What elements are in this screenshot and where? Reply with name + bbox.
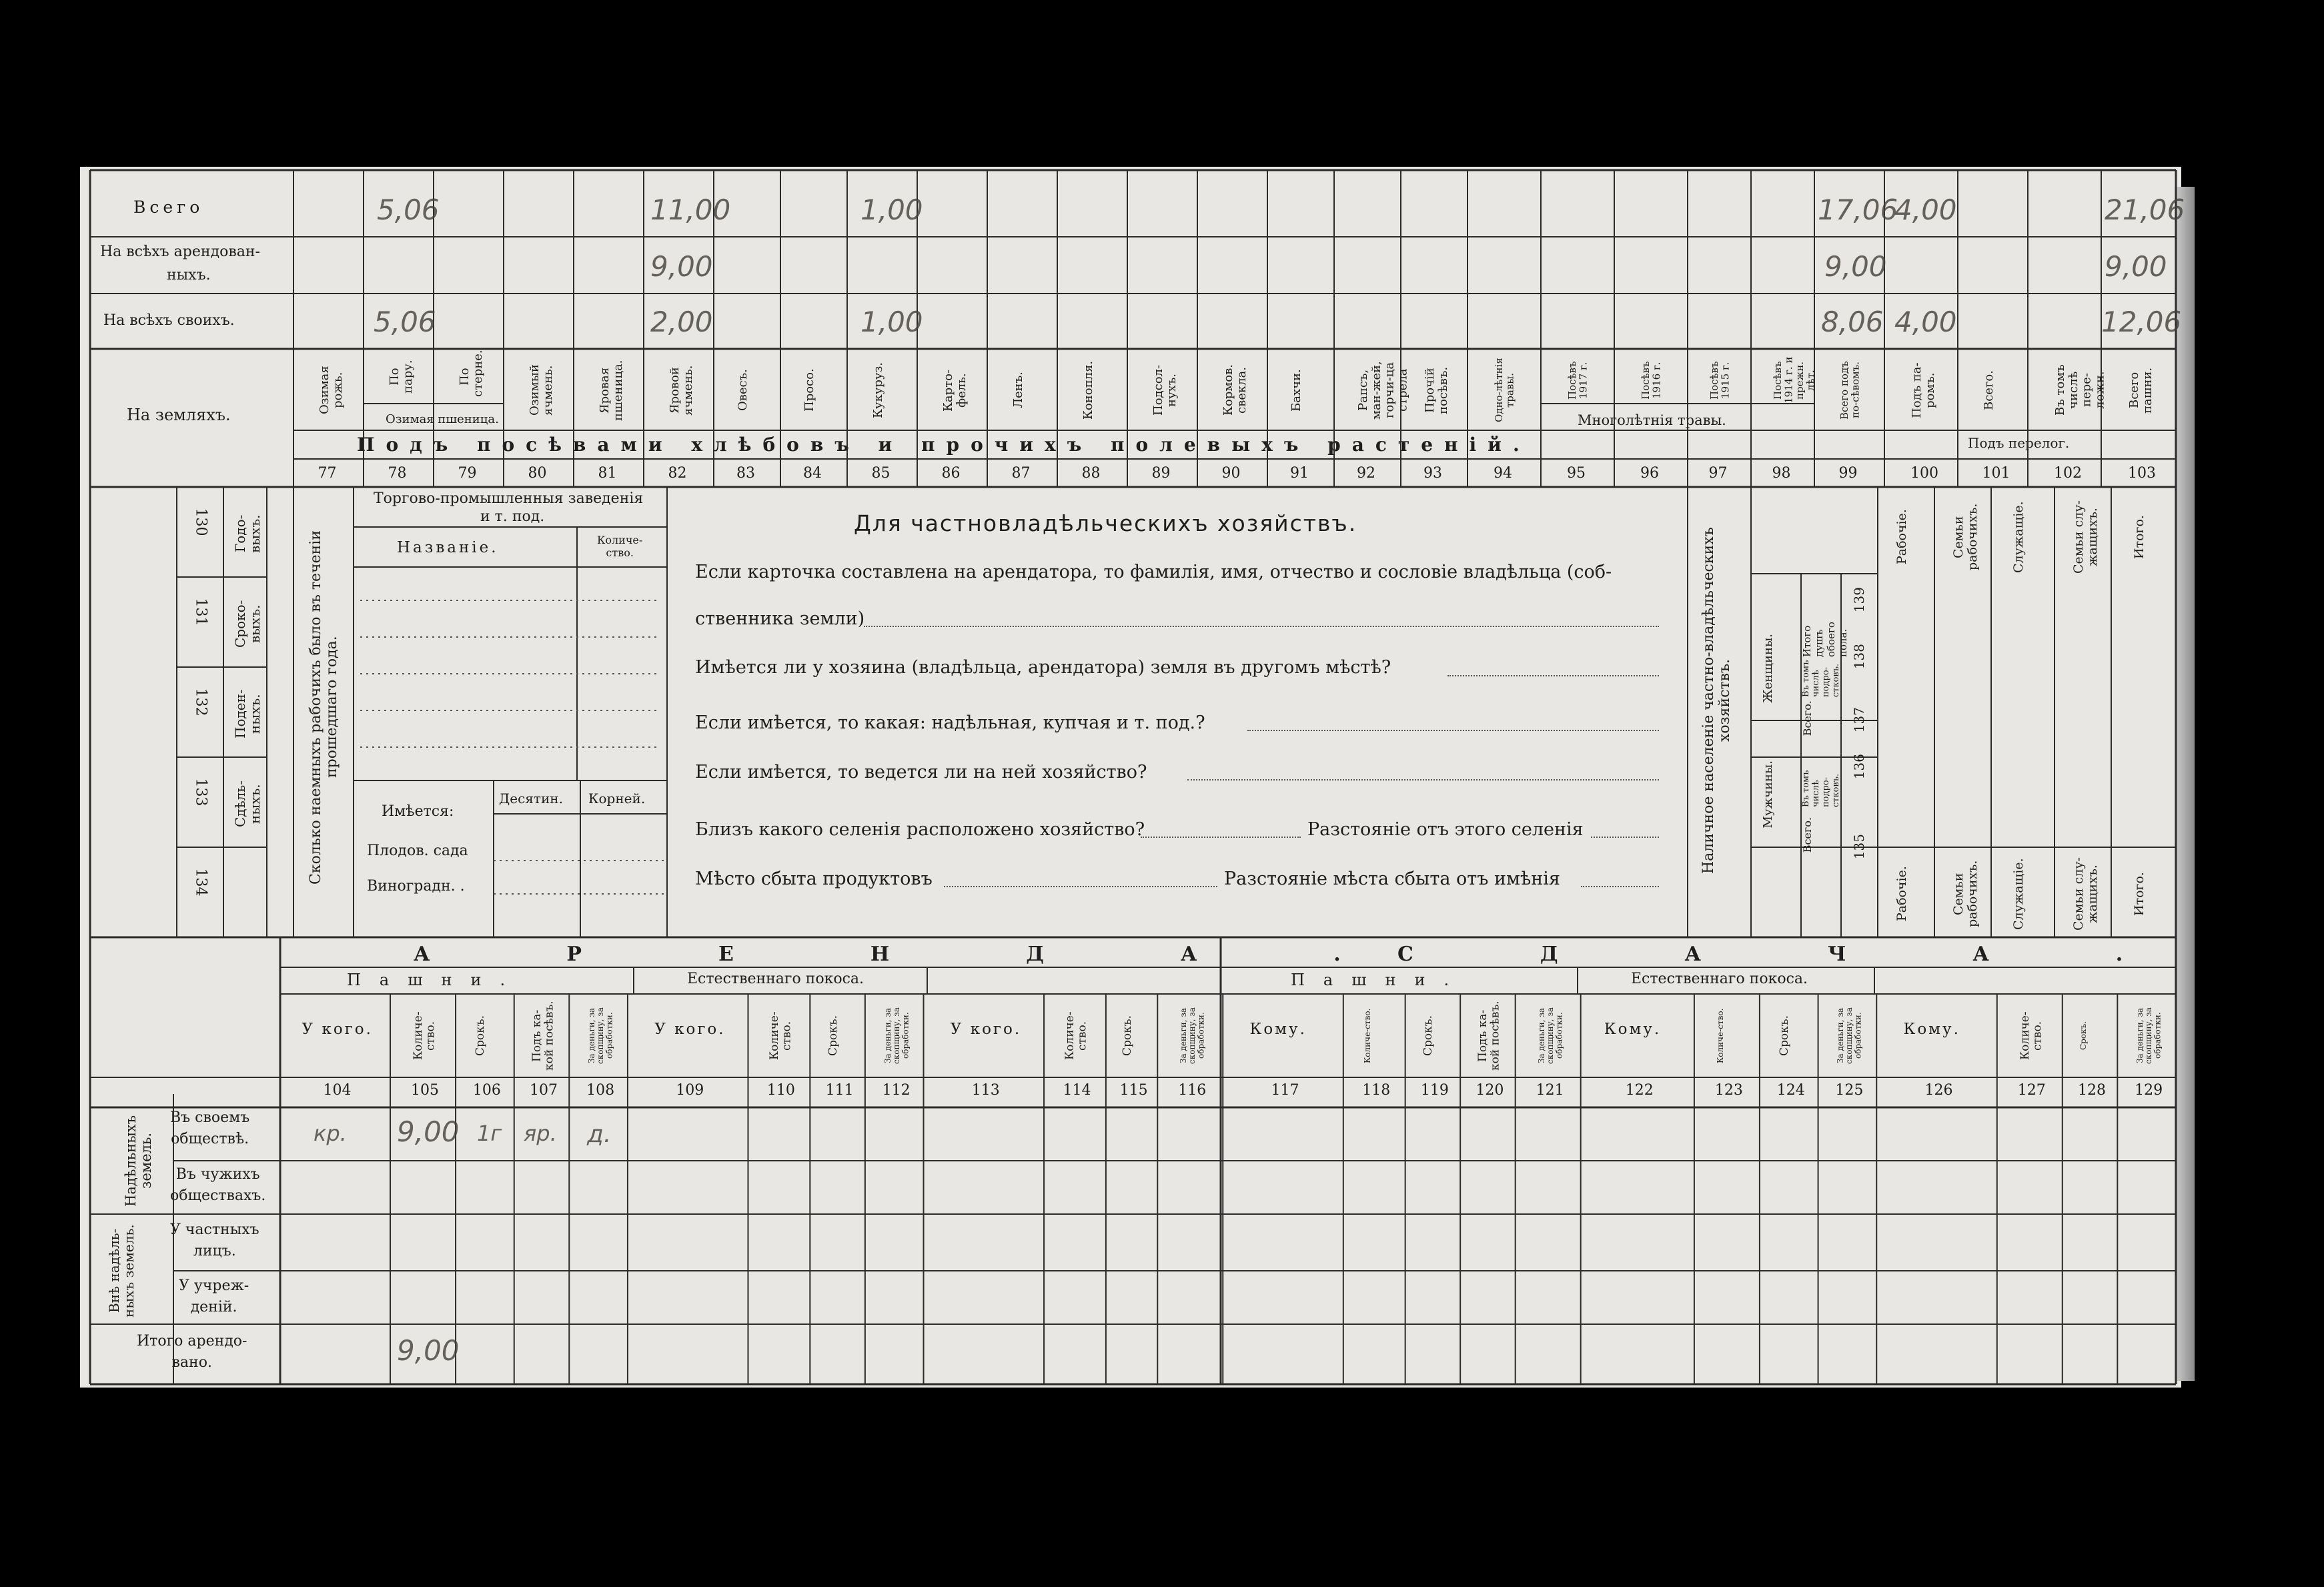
- crop-header-23: Всего подъ по-сѣвомъ.: [1838, 361, 1861, 420]
- lease-col-head-15: Количе-ство.: [1363, 1008, 1373, 1063]
- trade-qty-header: Количе- ство.: [597, 534, 643, 559]
- pop-itogo: Итого душъ обоего пола.: [1801, 622, 1849, 657]
- crop-banner: Подъ посѣвами хлѣбовъ и прочихъ полевыхъ растеній.: [357, 434, 1531, 456]
- group-nadel: Надѣльныхъ земель.: [123, 1115, 155, 1207]
- left-num-131: 131: [192, 598, 209, 626]
- crop-header-14: Кормов. свекла.: [1221, 364, 1249, 416]
- col-num-87: 87: [1011, 465, 1031, 482]
- hw-vsego-1: 5,06: [377, 193, 440, 226]
- hw-bot-6: 9,00: [397, 1334, 460, 1367]
- left-label-4: Сдѣль-ныхъ.: [232, 780, 263, 828]
- crop-header-20: Посѣвъ 1916 г.: [1640, 361, 1663, 400]
- crop-header-15: Бахчи.: [1289, 369, 1303, 412]
- group-vne: Внѣ надѣль-ныхъ земель.: [106, 1224, 137, 1317]
- lease-col-head-14: Кому.: [1249, 1021, 1307, 1038]
- hw-bot-4: яр.: [524, 1121, 557, 1146]
- col-num-81: 81: [598, 465, 617, 482]
- crop-header-24: Подъ па-ромъ.: [1910, 362, 1937, 418]
- hw-svoih-3: 1,00: [860, 306, 923, 338]
- hired-note: Сколько наемныхъ рабочихъ было въ теченіи прошедшаго года.: [308, 530, 341, 885]
- row-label-arend-1: На всѣхъ арендован-: [100, 243, 260, 260]
- row-label-zemlyah: На земляхъ.: [127, 406, 231, 424]
- sdacha-title: СДАЧА.: [1397, 943, 2250, 966]
- hw-bot-5: д.: [587, 1121, 612, 1148]
- crop-header-3: По стерне.: [457, 350, 485, 397]
- col-num-78: 78: [388, 465, 407, 482]
- trade-title-1: Торгово-промышленныя заведенія: [374, 490, 644, 507]
- lease-col-head-21: Срокъ.: [1777, 1015, 1791, 1056]
- lease-col-num-110: 110: [766, 1082, 795, 1099]
- pop-vsego-m: Всего.: [1801, 817, 1814, 853]
- pop-women: Женщины.: [1761, 634, 1775, 703]
- right-col-bot-3: Служащіе.: [2011, 858, 2026, 930]
- pop-tom-m: Въ томъ числѣ подро-стковъ.: [1801, 770, 1841, 807]
- hw-arend-3: 9,00: [2105, 250, 2167, 283]
- lease-col-head-20: Количе-ство.: [1715, 1008, 1725, 1063]
- col-num-94: 94: [1494, 465, 1512, 482]
- hw-bot-2: 9,00: [397, 1115, 460, 1148]
- lease-col-head-25: Срокъ.: [2079, 1021, 2089, 1051]
- right-col-top-2: Семьи рабочихъ.: [1951, 503, 1980, 571]
- lease-col-num-116: 116: [1178, 1082, 1207, 1099]
- lease-col-head-7: Количе-ство.: [767, 1011, 794, 1060]
- left-label-3: Поден-ныхъ.: [232, 689, 263, 738]
- col-num-101: 101: [1982, 465, 2010, 482]
- lease-col-head-2: Количе-ство.: [412, 1011, 438, 1060]
- form-line-7: Мѣсто сбыта продуктовъ: [695, 869, 933, 889]
- crop-header-7: Овесъ.: [736, 369, 750, 412]
- sub-group-perelog: Подъ перелог.: [1968, 435, 2070, 451]
- pop-vsego-w: Всего.: [1801, 700, 1814, 736]
- lease-col-num-119: 119: [1420, 1082, 1449, 1099]
- right-col-top-1: Рабочіе.: [1894, 509, 1909, 565]
- crop-header-27: Всего пашни.: [2127, 367, 2155, 414]
- crop-header-5: Яровая пшеница.: [597, 360, 625, 421]
- orchard-desyat: Десятин.: [499, 790, 563, 807]
- lease-col-head-3: Срокъ.: [473, 1015, 487, 1056]
- row-chuzhih: Въ чужихъ обществахъ.: [170, 1166, 266, 1204]
- col-num-99: 99: [1838, 465, 1858, 482]
- lease-col-head-17: Подъ ка-кой посѣвъ.: [1476, 1001, 1503, 1071]
- form-line-6b: Разстояніе отъ этого селенія: [1307, 819, 1584, 840]
- lease-col-num-112: 112: [882, 1082, 911, 1099]
- form-line-3-blank[interactable]: [1447, 675, 1659, 676]
- row-uchrezh: У учреж- деній.: [179, 1277, 249, 1315]
- hw-vsego-3: 1,00: [860, 193, 923, 226]
- form-line-7b: Разстояніе мѣста сбыта отъ имѣнія: [1224, 869, 1560, 889]
- form-line-2-blank[interactable]: [864, 626, 1659, 627]
- lease-col-num-128: 128: [2078, 1082, 2107, 1099]
- sub-group-ozim: Озимая пшеница.: [386, 412, 499, 426]
- lease-col-num-104: 104: [323, 1082, 352, 1099]
- lease-col-num-118: 118: [1362, 1082, 1391, 1099]
- lease-col-num-107: 107: [530, 1082, 558, 1099]
- form-line-2: ственника земли): [695, 608, 865, 629]
- lease-col-num-124: 124: [1776, 1082, 1805, 1099]
- lease-col-head-11: Количе-ство.: [1063, 1011, 1090, 1060]
- col-num-92: 92: [1357, 465, 1375, 482]
- hw-vsego-5: 4,00: [1894, 193, 1957, 226]
- col-num-88: 88: [1081, 465, 1101, 482]
- row-label-arend-2: ныхъ.: [167, 267, 211, 284]
- lease-col-head-8: Срокъ.: [826, 1015, 840, 1056]
- form-line-6-blank[interactable]: [1141, 837, 1301, 838]
- col-num-98: 98: [1772, 465, 1791, 482]
- col-num-80: 80: [528, 465, 547, 482]
- hw-bot-3: 1г: [477, 1121, 502, 1146]
- trade-title-2: и т. под.: [480, 508, 545, 525]
- lease-col-num-123: 123: [1714, 1082, 1743, 1099]
- hw-svoih-1: 5,06: [374, 306, 436, 338]
- form-line-7-blank[interactable]: [944, 886, 1217, 887]
- crop-header-2: По пару.: [387, 360, 415, 394]
- right-col-top-4: Семьи слу-жащихъ.: [2071, 500, 2100, 574]
- col-num-85: 85: [871, 465, 891, 482]
- lease-col-num-106: 106: [472, 1082, 501, 1099]
- lease-col-head-19: Кому.: [1604, 1021, 1662, 1038]
- sdacha-pokos: Естественнаго покоса.: [1631, 971, 1808, 987]
- hw-vsego-2: 11,00: [650, 193, 731, 226]
- right-col-bot-4: Семьи слу-жащихъ.: [2071, 857, 2100, 931]
- left-num-130: 130: [192, 508, 209, 536]
- col-num-84: 84: [803, 465, 822, 482]
- left-label-1: Годо-выхъ.: [232, 514, 263, 553]
- trade-name-header: Названіе.: [397, 539, 499, 556]
- pop-num-135: 135: [1851, 834, 1867, 860]
- lease-col-head-13: За деньги, за скопщину, за обработки.: [1179, 1007, 1206, 1064]
- col-num-83: 83: [736, 465, 755, 482]
- crop-header-1: Озимая рожь.: [317, 366, 345, 415]
- right-col-bot-1: Рабочіе.: [1894, 866, 1909, 922]
- arenda-pashni: Пашни.: [347, 971, 524, 989]
- hw-svoih-5: 4,00: [1894, 306, 1957, 338]
- form-title: Для частновладѣльческихъ хозяйствъ.: [854, 510, 1357, 536]
- left-num-132: 132: [192, 688, 209, 716]
- col-num-102: 102: [2054, 465, 2082, 482]
- hw-svoih-4: 8,06: [1821, 306, 1884, 338]
- lease-col-head-18: За деньги, за скопщину, за обработки.: [1536, 1007, 1564, 1064]
- col-num-79: 79: [458, 465, 477, 482]
- right-col-bot-2: Семьи рабочихъ.: [1951, 860, 1980, 928]
- arenda-pokos: Естественнаго покоса.: [687, 971, 864, 987]
- lease-col-head-23: Кому.: [1903, 1021, 1960, 1038]
- form-line-7b-blank[interactable]: [1581, 886, 1659, 887]
- right-col-top-5: Итого.: [2132, 515, 2147, 559]
- lease-col-head-9: За деньги, за скопщину, за обработки.: [883, 1007, 911, 1064]
- form-line-6: Близъ какого селенія расположено хозяйство?: [695, 819, 1145, 840]
- sub-group-mnogolet: Многолѣтнія травы.: [1578, 412, 1726, 428]
- row-itogo: Итого арендо- вано.: [137, 1333, 247, 1371]
- crop-header-22: Посѣвъ 1914 г. и прежн. лѣт.: [1771, 356, 1816, 404]
- crop-header-10: Карто-фель.: [941, 369, 969, 412]
- orchard-fruit: Плодов. сада: [367, 843, 468, 859]
- col-num-89: 89: [1151, 465, 1171, 482]
- lease-col-head-12: Срокъ.: [1120, 1015, 1134, 1056]
- pop-num-139: 139: [1851, 587, 1867, 613]
- form-line-3: Имѣется ли у хозяина (владѣльца, арендатора) земля въ другомъ мѣстѣ?: [695, 657, 1391, 678]
- crop-header-25: Всего.: [1981, 370, 1996, 410]
- crop-header-17: Прочій посѣвъ.: [1423, 366, 1450, 414]
- lease-col-num-125: 125: [1835, 1082, 1864, 1099]
- lease-col-head-4: Подъ ка-кой посѣвъ.: [530, 1001, 556, 1071]
- lease-col-num-117: 117: [1271, 1082, 1299, 1099]
- form-line-5-blank[interactable]: [1187, 779, 1659, 780]
- row-label-svoih: На всѣхъ своихъ.: [103, 312, 235, 329]
- orchard-vine: Виноградн. .: [367, 878, 465, 895]
- lease-col-num-108: 108: [586, 1082, 615, 1099]
- lease-col-head-26: За деньги, за скопщину, за обработки.: [2135, 1007, 2163, 1064]
- lease-col-head-22: За деньги, за скопщину, за обработки.: [1836, 1007, 1863, 1064]
- crop-header-4: Озимый ячмень.: [527, 364, 555, 416]
- hw-svoih-2: 2,00: [650, 306, 713, 338]
- crop-header-9: Кукуруз.: [870, 362, 885, 419]
- page-edge: [2175, 187, 2195, 1381]
- crop-header-16: Рапсъ, ман-жей, горчи-ца стрела: [1356, 361, 1410, 420]
- lease-col-head-6: У кого.: [654, 1021, 726, 1038]
- lease-col-num-114: 114: [1063, 1082, 1091, 1099]
- lease-col-head-1: У кого.: [302, 1021, 373, 1038]
- hw-arend-2: 9,00: [1824, 250, 1887, 283]
- hw-svoih-6: 12,06: [2101, 306, 2182, 338]
- col-num-95: 95: [1567, 465, 1586, 482]
- lease-col-num-122: 122: [1625, 1082, 1654, 1099]
- col-num-100: 100: [1910, 465, 1938, 482]
- sdacha-pashni: Пашни.: [1291, 971, 1468, 989]
- col-num-93: 93: [1423, 465, 1442, 482]
- form-line-6b-blank[interactable]: [1591, 837, 1659, 838]
- population-title: Наличное населеніе частно-владѣльческихъ хозяйствъ.: [1700, 527, 1734, 874]
- lease-col-num-129: 129: [2135, 1082, 2163, 1099]
- lease-col-num-115: 115: [1119, 1082, 1148, 1099]
- lease-col-head-16: Срокъ.: [1421, 1015, 1435, 1056]
- crop-header-21: Посѣвъ 1915 г.: [1708, 361, 1731, 400]
- crop-header-19: Посѣвъ 1917 г.: [1566, 361, 1590, 400]
- right-col-top-3: Служащіе.: [2011, 501, 2026, 573]
- lease-col-num-105: 105: [411, 1082, 440, 1099]
- lease-col-num-120: 120: [1476, 1082, 1504, 1099]
- col-num-96: 96: [1640, 465, 1659, 482]
- lease-col-head-10: У кого.: [950, 1021, 1022, 1038]
- lease-col-num-127: 127: [2017, 1082, 2046, 1099]
- col-num-97: 97: [1708, 465, 1728, 482]
- form-line-5: Если имѣется, то ведется ли на ней хозяйство?: [695, 762, 1147, 782]
- crop-header-11: Ленъ.: [1011, 372, 1025, 409]
- crop-header-26: Въ томъ числѣ пере-ложн.: [2053, 364, 2107, 416]
- crop-header-13: Подсол-нухъ.: [1151, 364, 1179, 416]
- row-label-vsego: Всего: [133, 197, 204, 217]
- pop-num-136: 136: [1851, 754, 1867, 780]
- arenda-title: АРЕНДА.: [414, 943, 1478, 966]
- orchard-have: Имѣется:: [382, 803, 454, 820]
- hw-bot-1: кр.: [314, 1121, 347, 1146]
- left-num-134: 134: [192, 868, 209, 897]
- left-label-2: Сроко-выхъ.: [232, 600, 263, 648]
- pop-tom-w: Въ томъ числѣ подро-стковъ.: [1801, 660, 1841, 697]
- pop-men: Мужчины.: [1761, 760, 1775, 829]
- left-num-133: 133: [192, 778, 209, 807]
- col-num-77: 77: [318, 465, 337, 482]
- lease-col-head-24: Количе-ство.: [2018, 1011, 2045, 1060]
- col-num-82: 82: [668, 465, 687, 482]
- lease-col-num-126: 126: [1924, 1082, 1953, 1099]
- col-num-91: 91: [1290, 465, 1309, 482]
- crop-header-6: Яровой ячмень.: [667, 365, 695, 416]
- form-line-4-blank[interactable]: [1247, 730, 1659, 731]
- right-col-bot-5: Итого.: [2132, 872, 2147, 916]
- col-num-90: 90: [1221, 465, 1241, 482]
- crop-header-18: Одно-лѣтнія травы.: [1493, 358, 1516, 423]
- lease-col-num-109: 109: [676, 1082, 704, 1099]
- hw-vsego-4: 17,06: [1818, 193, 1898, 226]
- crop-header-12: Конопля.: [1081, 360, 1095, 420]
- orchard-korn: Корней.: [588, 790, 646, 807]
- lease-col-num-111: 111: [825, 1082, 854, 1099]
- lease-col-num-121: 121: [1536, 1082, 1564, 1099]
- hw-vsego-6: 21,06: [2105, 193, 2185, 226]
- hw-arend-1: 9,00: [650, 250, 713, 283]
- pop-num-138: 138: [1851, 644, 1867, 670]
- pop-num-137: 137: [1851, 707, 1867, 733]
- crop-header-8: Просо.: [802, 368, 816, 412]
- col-num-103: 103: [2128, 465, 2156, 482]
- lease-col-head-5: За деньги, за скопщину, за обработки.: [587, 1007, 614, 1064]
- lease-col-num-113: 113: [971, 1082, 1000, 1099]
- row-svoem: Въ своемъ обществѣ.: [170, 1109, 250, 1147]
- form-line-4: Если имѣется, то какая: надѣльная, купчая и т. под.?: [695, 712, 1205, 733]
- form-line-1: Если карточка составлена на арендатора, то фамилія, имя, отчество и сословіе владѣльца (соб-: [695, 562, 1612, 582]
- col-num-86: 86: [941, 465, 961, 482]
- row-chastnyh: У частныхъ лицъ.: [170, 1221, 259, 1259]
